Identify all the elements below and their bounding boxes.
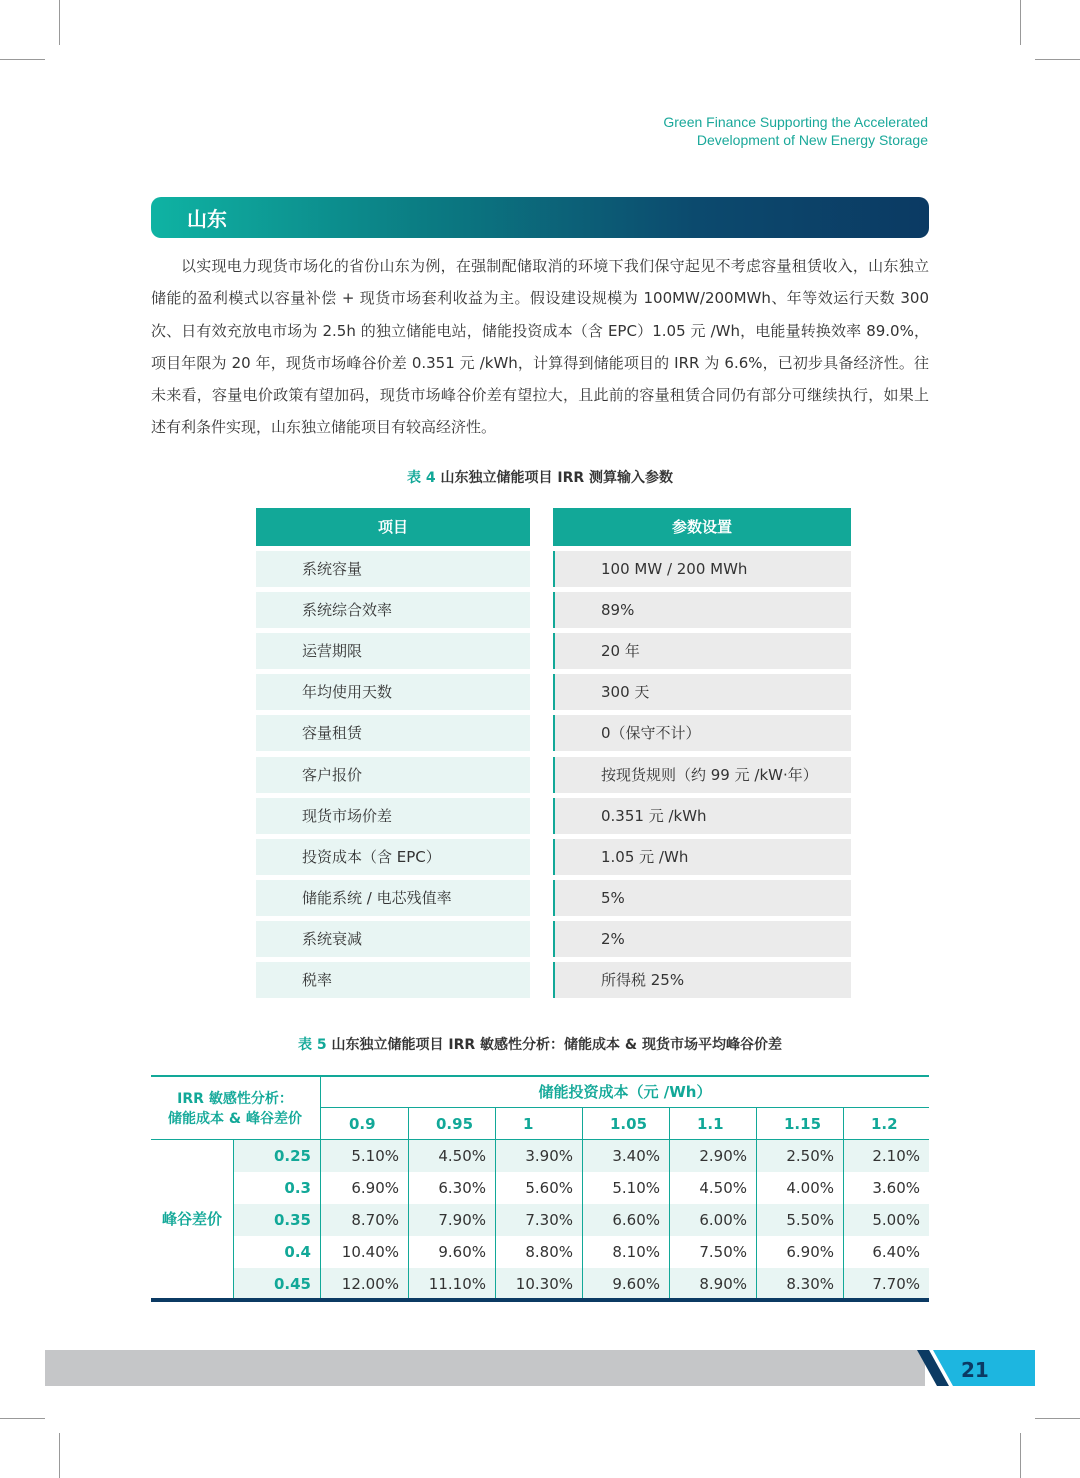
table-cell: 9.60% bbox=[612, 1275, 660, 1293]
table4-header-param: 参数设置 bbox=[553, 508, 851, 546]
table-cell: 3.40% bbox=[612, 1147, 660, 1165]
row-header: 0.25 bbox=[273, 1147, 311, 1165]
grid-line bbox=[669, 1108, 670, 1298]
table4-value-cell: 2% bbox=[553, 921, 851, 957]
table4-item-cell: 税率 bbox=[256, 962, 530, 998]
table-cell: 8.80% bbox=[525, 1243, 573, 1261]
column-header: 1.2 bbox=[871, 1115, 898, 1133]
table4-item-cell: 系统容量 bbox=[256, 551, 530, 587]
row-header: 0.3 bbox=[284, 1179, 311, 1197]
crop-mark bbox=[1035, 59, 1080, 60]
column-header: 1.05 bbox=[610, 1115, 648, 1133]
column-header: 1.1 bbox=[697, 1115, 724, 1133]
crop-mark bbox=[0, 1418, 45, 1419]
corner-line1: IRR 敏感性分析： bbox=[177, 1091, 293, 1107]
row-header: 0.35 bbox=[273, 1211, 311, 1229]
grid-line bbox=[582, 1108, 583, 1298]
table4-item-cell: 储能系统 / 电芯残值率 bbox=[256, 880, 530, 916]
table-cell: 2.90% bbox=[699, 1147, 747, 1165]
row-group-header: 峰谷差价 bbox=[161, 1210, 222, 1228]
table4-value-cell: 89% bbox=[553, 592, 851, 628]
table5-corner-label bbox=[151, 1077, 319, 1140]
grid-line bbox=[756, 1108, 757, 1298]
body-paragraph: 以实现电力现货市场化的省份山东为例，在强制配储取消的环境下我们保守起见不考虑容量租赁收入，山东独立储能的盈利模式以容量补偿 + 现货市场套利收益为主。假设建设规模为 100MW/200MWh、年等效运行天数 300 次、日有效充放电市场为 2.5h 的独立储能电站，储能投资成本（含 EPC）1.05 元 /Wh，电能量转换效率 89.0%，项目年限为 20 年，现货市场峰谷价差 0.351 元 /kWh，计算得到储能项目的 IRR 为 6.6%，已初步具备经济性。往未来看，容量电价政策有望加码，现货市场峰谷价差有望拉大，且此前的容量租赁合同仍有部分可继续执行，如果上述有利条件实现，山东独立储能项目有较高经济性。 bbox=[151, 257, 929, 437]
table4-caption bbox=[151, 467, 929, 487]
table-cell: 2.10% bbox=[872, 1147, 920, 1165]
crop-mark bbox=[0, 59, 45, 60]
table-cell: 7.50% bbox=[699, 1243, 747, 1261]
table-cell: 8.90% bbox=[699, 1275, 747, 1293]
table4-value-cell: 300 天 bbox=[553, 674, 851, 710]
table-cell: 7.90% bbox=[438, 1211, 486, 1229]
column-header: 1 bbox=[523, 1115, 534, 1133]
table4-item-cell: 年均使用天数 bbox=[256, 674, 530, 710]
table4-value-cell: 0（保守不计） bbox=[553, 715, 851, 751]
table-cell: 8.70% bbox=[351, 1211, 399, 1229]
row-header: 0.4 bbox=[284, 1243, 311, 1261]
table-cell: 7.70% bbox=[872, 1275, 920, 1293]
table-cell: 9.60% bbox=[438, 1243, 486, 1261]
table-cell: 7.30% bbox=[525, 1211, 573, 1229]
table4-item-cell: 现货市场价差 bbox=[256, 798, 530, 834]
table-cell: 5.10% bbox=[351, 1147, 399, 1165]
table4-value-cell: 1.05 元 /Wh bbox=[553, 839, 851, 875]
column-header: 1.15 bbox=[784, 1115, 822, 1133]
crop-mark bbox=[1035, 1418, 1080, 1419]
body-text bbox=[151, 250, 929, 444]
table5-caption bbox=[151, 1034, 929, 1054]
crop-mark bbox=[59, 1433, 60, 1478]
grid-line bbox=[151, 1139, 929, 1140]
table4-item-cell: 投资成本（含 EPC） bbox=[256, 839, 530, 875]
table4-caption-number: 表 4 bbox=[406, 470, 436, 486]
section-title: 山东 bbox=[187, 207, 227, 231]
grid-line bbox=[408, 1108, 409, 1298]
table4-value-cell: 5% bbox=[553, 880, 851, 916]
crop-mark bbox=[1020, 1433, 1021, 1478]
running-header-line1: Green Finance Supporting the Accelerated bbox=[663, 114, 928, 130]
table4-value-cell: 100 MW / 200 MWh bbox=[553, 551, 851, 587]
table-cell: 11.10% bbox=[428, 1275, 486, 1293]
grid-line bbox=[843, 1108, 844, 1298]
table-cell: 6.30% bbox=[438, 1179, 486, 1197]
sensitivity-table bbox=[151, 1075, 929, 1302]
section-banner bbox=[151, 197, 929, 238]
running-header bbox=[663, 113, 928, 149]
crop-mark bbox=[1020, 0, 1021, 45]
table-cell: 4.50% bbox=[438, 1147, 486, 1165]
table4-item-cell: 容量租赁 bbox=[256, 715, 530, 751]
table-cell: 5.50% bbox=[786, 1211, 834, 1229]
table-cell: 6.90% bbox=[351, 1179, 399, 1197]
table4-header-item: 项目 bbox=[256, 508, 530, 546]
table-cell: 5.00% bbox=[872, 1211, 920, 1229]
table-cell: 8.10% bbox=[612, 1243, 660, 1261]
table4-item-cell: 运营期限 bbox=[256, 633, 530, 669]
column-header: 0.9 bbox=[349, 1115, 376, 1133]
table-cell: 4.50% bbox=[699, 1179, 747, 1197]
corner-line2: 储能成本 & 峰谷差价 bbox=[168, 1111, 302, 1127]
table-bottom-rule bbox=[151, 1298, 929, 1302]
table-cell: 8.30% bbox=[786, 1275, 834, 1293]
table-cell: 4.00% bbox=[786, 1179, 834, 1197]
table4-value-cell: 0.351 元 /kWh bbox=[553, 798, 851, 834]
table-cell: 12.00% bbox=[341, 1275, 399, 1293]
table5-caption-text: 山东独立储能项目 IRR 敏感性分析：储能成本 & 现货市场平均峰谷价差 bbox=[331, 1037, 782, 1053]
table-cell: 10.40% bbox=[341, 1243, 399, 1261]
table4-value-cell: 20 年 bbox=[553, 633, 851, 669]
table4-item-cell: 客户报价 bbox=[256, 757, 530, 793]
table4-caption-text: 山东独立储能项目 IRR 测算输入参数 bbox=[440, 470, 674, 486]
running-header-line2: Development of New Energy Storage bbox=[696, 132, 928, 148]
table4-item-cell: 系统衰减 bbox=[256, 921, 530, 957]
table4-value-cell: 所得税 25% bbox=[553, 962, 851, 998]
table4-item-cell: 系统综合效率 bbox=[256, 592, 530, 628]
table-cell: 6.40% bbox=[872, 1243, 920, 1261]
table-cell: 6.00% bbox=[699, 1211, 747, 1229]
table-cell: 6.60% bbox=[612, 1211, 660, 1229]
table-cell: 5.60% bbox=[525, 1179, 573, 1197]
column-group-header: 储能投资成本（元 /Wh） bbox=[321, 1077, 929, 1108]
table-cell: 5.10% bbox=[612, 1179, 660, 1197]
crop-mark bbox=[59, 0, 60, 45]
table5-caption-number: 表 5 bbox=[298, 1037, 327, 1053]
table-cell: 10.30% bbox=[515, 1275, 573, 1293]
footer-gray-band bbox=[45, 1350, 925, 1386]
table-cell: 3.60% bbox=[872, 1179, 920, 1197]
table-cell: 2.50% bbox=[786, 1147, 834, 1165]
table4-value-cell: 按现货规则（约 99 元 /kW·年） bbox=[553, 757, 851, 793]
table-cell: 6.90% bbox=[786, 1243, 834, 1261]
grid-line bbox=[320, 1077, 321, 1298]
table-cell: 3.90% bbox=[525, 1147, 573, 1165]
grid-line bbox=[495, 1108, 496, 1298]
page-number: 21 bbox=[961, 1358, 989, 1382]
row-header: 0.45 bbox=[273, 1275, 311, 1293]
column-header: 0.95 bbox=[436, 1115, 474, 1133]
grid-line bbox=[233, 1140, 234, 1298]
footer-bar bbox=[45, 1350, 1035, 1386]
